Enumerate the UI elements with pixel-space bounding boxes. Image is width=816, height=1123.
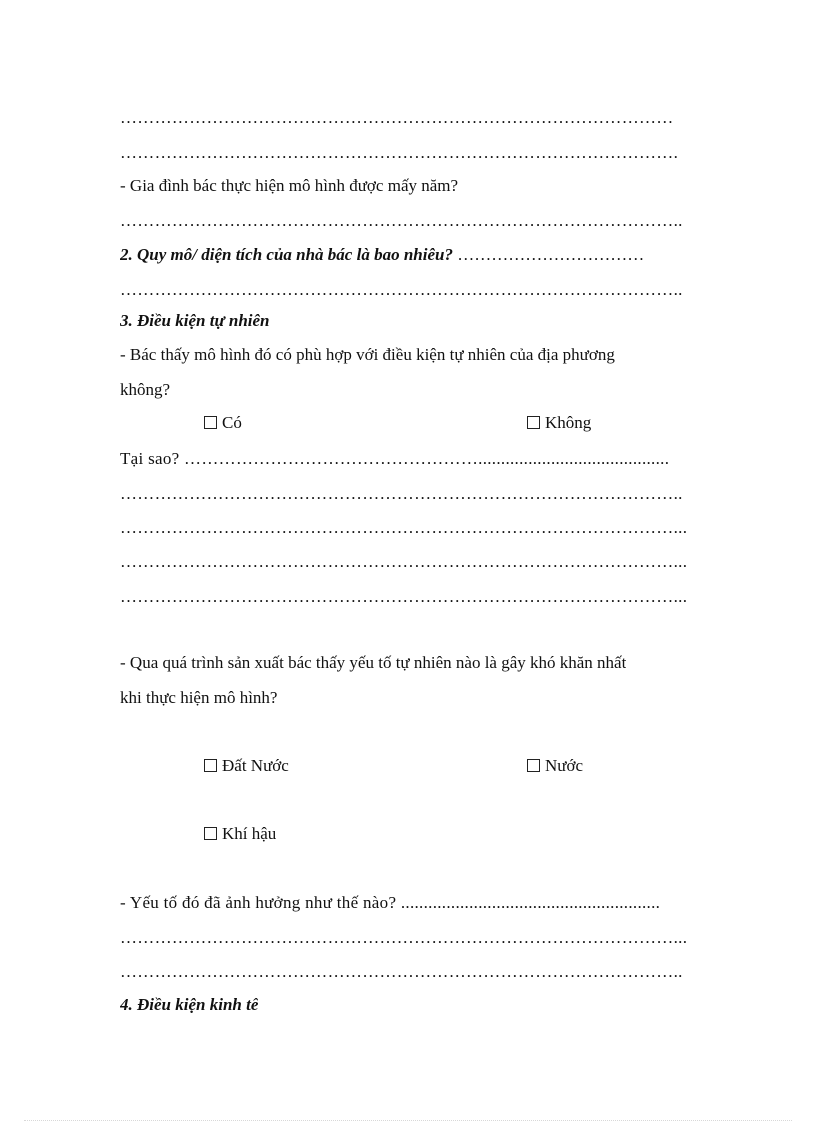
checkbox-icon[interactable] (527, 759, 540, 772)
answer-line[interactable]: …………………………………………………………………………………….. (120, 280, 683, 299)
answer-line[interactable]: …………………………… (457, 245, 645, 264)
answer-line[interactable]: ……………………………………………………………………………………... (120, 928, 688, 947)
checkbox-icon[interactable] (527, 416, 540, 429)
checkbox-icon[interactable] (204, 759, 217, 772)
answer-line[interactable]: …………………………………………………………………………………….. (120, 211, 683, 230)
option-no[interactable] (527, 413, 591, 433)
option-soil[interactable] (204, 756, 289, 776)
answer-line[interactable]: ……………………………………………………………………………………... (120, 518, 688, 537)
answer-line[interactable]: …………………………………………………………………………………….. (120, 962, 683, 981)
question-difficulty: - Qua quá trình sản xuất bác thấy yếu tố tự nhiên nào là gây khó khăn nhất (120, 653, 627, 672)
option-yes-label: Có (222, 413, 242, 432)
section-2-title: 2. Quy mô/ diện tích của nhà bác là bao nhiêu? (120, 245, 453, 264)
question-suitability: - Bác thấy mô hình đó có phù hợp với điều kiện tự nhiên của địa phương (120, 345, 615, 364)
why-line[interactable]: Tại sao? …………………………………………….......................................... (120, 449, 670, 468)
option-soil-label: Đất Nước (222, 756, 289, 775)
option-climate-label: Khí hậu (222, 824, 277, 843)
option-no-label: Không (545, 413, 592, 432)
checkbox-icon[interactable] (204, 827, 217, 840)
page-bottom-divider (24, 1120, 792, 1121)
answer-line[interactable]: ……………………………………………………………………………………... (120, 552, 688, 571)
question-years: - Gia đình bác thực hiện mô hình được mấy năm? (120, 176, 459, 195)
section-3-heading: 3. Điều kiện tự nhiên (120, 311, 270, 330)
option-water[interactable] (527, 756, 583, 776)
section-2-heading (120, 245, 644, 265)
question-effect[interactable]: - Yếu tố đó đã ảnh hưởng như thế nào? ......................................................... (120, 893, 661, 912)
option-yes[interactable] (204, 413, 242, 433)
answer-line[interactable]: ……………………………………………………………………………………. (120, 143, 679, 162)
section-4-heading: 4. Điều kiện kinh tế (120, 995, 259, 1014)
answer-line[interactable]: …………………………………………………………………………………….. (120, 484, 683, 503)
answer-line[interactable]: …………………………………………………………………………………… (120, 108, 674, 127)
answer-line[interactable]: ……………………………………………………………………………………... (120, 587, 688, 606)
question-difficulty-cont: khi thực hiện mô hình? (120, 688, 278, 707)
checkbox-icon[interactable] (204, 416, 217, 429)
question-suitability-cont: không? (120, 380, 171, 399)
option-water-label: Nước (545, 756, 584, 775)
option-climate[interactable] (204, 824, 276, 844)
